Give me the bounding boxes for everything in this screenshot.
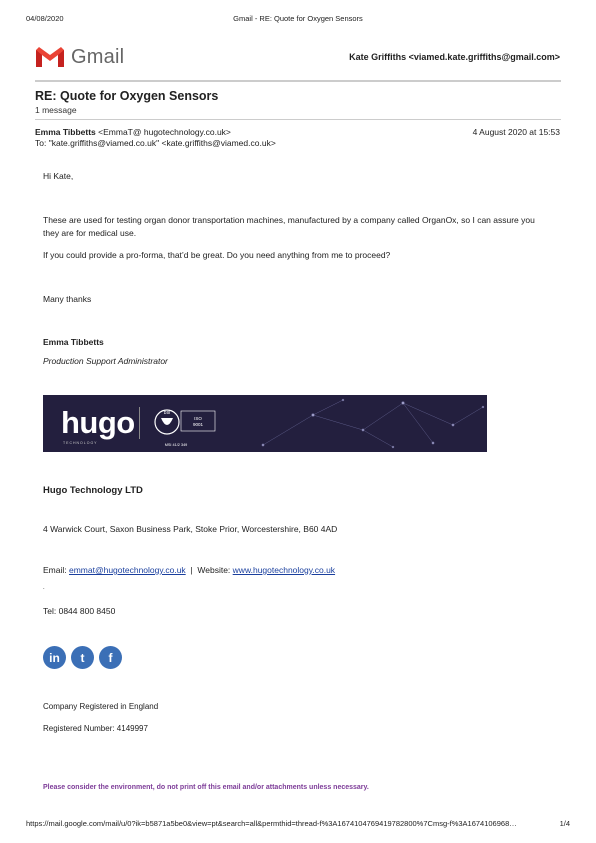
signoff: Many thanks xyxy=(43,294,92,304)
subject-divider xyxy=(35,119,561,120)
email-label: Email: xyxy=(43,565,67,575)
telephone: Tel: 0844 800 8450 xyxy=(43,606,116,616)
gmail-logo-text: Gmail xyxy=(71,45,125,68)
website-label: Website: xyxy=(197,565,231,575)
message-date: 4 August 2020 at 15:53 xyxy=(472,127,560,137)
body-paragraph: These are used for testing organ donor transportation machines, manufactured by a company called OrganOx, so I can assure you they are for medical use. xyxy=(43,215,535,238)
separator-dot: . xyxy=(43,585,45,591)
message-from xyxy=(35,127,231,137)
company-name: Hugo Technology LTD xyxy=(43,485,143,496)
environment-notice: Please consider the environment, do not print off this email and/or attachments unless necessary. xyxy=(43,784,369,791)
svg-text:9001: 9001 xyxy=(192,422,204,427)
website-link[interactable]: www.hugotechnology.co.uk xyxy=(232,565,336,575)
banner-divider xyxy=(139,407,140,439)
signature-name: Emma Tibbetts xyxy=(43,337,104,347)
sender-email: <EmmaT@ hugotechnology.co.uk> xyxy=(98,127,231,137)
bsi-certification-badge xyxy=(151,402,221,450)
contact-line xyxy=(43,565,335,575)
message-count: 1 message xyxy=(35,105,77,115)
sender-name: Emma Tibbetts xyxy=(35,127,96,137)
svg-text:ISO: ISO xyxy=(194,416,202,421)
thread-subject: RE: Quote for Oxygen Sensors xyxy=(35,89,219,103)
page-number: 1/4 xyxy=(559,819,570,828)
body-paragraph: If you could provide a pro-forma, that’d be great. Do you need anything from me to proceed? xyxy=(43,250,391,260)
facebook-icon[interactable]: f xyxy=(99,646,122,669)
twitter-icon[interactable]: t xyxy=(71,646,94,669)
contact-separator: | xyxy=(190,565,193,575)
network-pattern-graphic xyxy=(243,395,487,452)
svg-text:bsi: bsi xyxy=(163,410,171,416)
message-to: To: "kate.griffiths@viamed.co.uk" <kate.griffiths@viamed.co.uk> xyxy=(35,138,276,148)
company-address: 4 Warwick Court, Saxon Business Park, Stoke Prior, Worcestershire, B60 4AD xyxy=(43,524,338,534)
svg-text:MSI 41/2 349: MSI 41/2 349 xyxy=(164,443,188,447)
print-url: https://mail.google.com/mail/u/0?ik=b5871a5be0&view=pt&search=all&permthid=thread-f%3A1674104769419782800%7Cmsg-f%3A1674106968… xyxy=(26,819,517,828)
print-date: 04/08/2020 xyxy=(26,14,64,23)
account-label: Kate Griffiths <viamed.kate.griffiths@gmail.com> xyxy=(349,52,560,62)
registration-number: Registered Number: 4149997 xyxy=(43,724,148,733)
header-divider xyxy=(35,80,561,82)
gmail-m-icon xyxy=(35,46,65,68)
gmail-logo[interactable] xyxy=(35,44,135,70)
hugo-logo: hugo xyxy=(61,405,135,440)
social-links xyxy=(43,646,122,669)
greeting: Hi Kate, xyxy=(43,171,74,181)
linkedin-icon[interactable]: in xyxy=(43,646,66,669)
email-link[interactable]: emmat@hugotechnology.co.uk xyxy=(69,565,186,575)
company-banner xyxy=(43,395,487,452)
signature-role: Production Support Administrator xyxy=(43,356,168,366)
hugo-tagline: TECHNOLOGY xyxy=(63,441,98,445)
registration-country: Company Registered in England xyxy=(43,702,159,711)
print-title: Gmail - RE: Quote for Oxygen Sensors xyxy=(233,14,363,23)
